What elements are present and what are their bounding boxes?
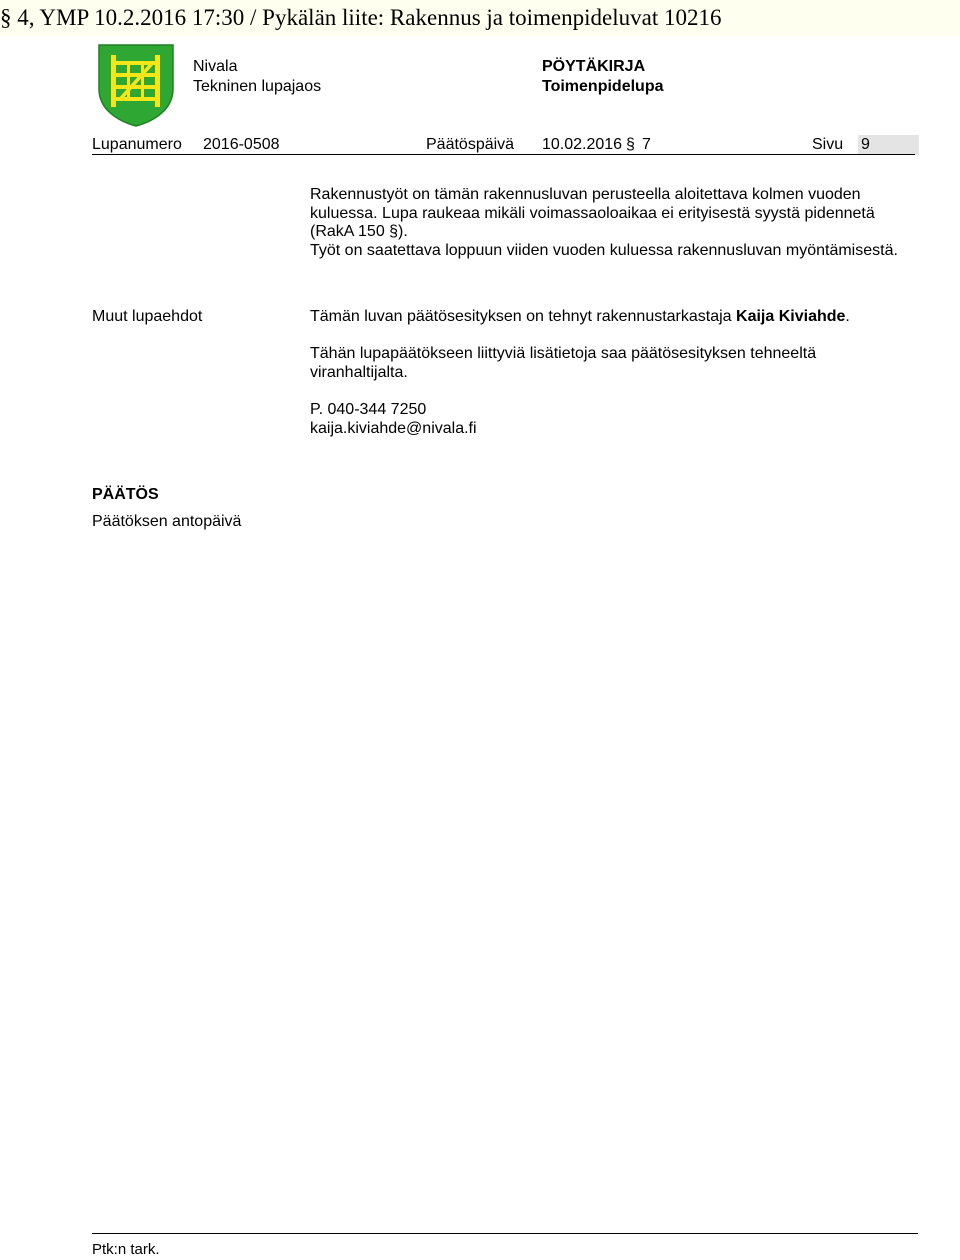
section-number: 7 — [642, 136, 651, 153]
paragraph-line: Työt on saatettava loppuun viiden vuoden kuluessa rakennusluvan myöntämisestä. — [310, 241, 898, 259]
section-sign: § — [626, 136, 635, 153]
decision-date-label: Päätöksen antopäivä — [92, 513, 242, 530]
paragraph-line: kuluessa. Lupa raukeaa mikäli voimassaoloaikaa ei erityisestä syystä pidennetä — [310, 204, 875, 222]
document-title-bar — [0, 0, 960, 36]
document-title: § 4, YMP 10.2.2016 17:30 / Pykälän liite: Rakennus ja toimenpideluvat 10216 — [0, 5, 722, 30]
decision-heading: PÄÄTÖS — [92, 486, 159, 503]
document-subtype: Toimenpidelupa — [542, 78, 664, 95]
paragraph-line: Rakennustyöt on tämän rakennusluvan perusteella aloitettava kolmen vuoden — [310, 186, 861, 203]
decision-date-value: 10.02.2016 — [542, 136, 623, 153]
minutes-checker-label: Ptk:n tark. — [92, 1241, 160, 1258]
email-address[interactable]: kaija.kiviahde@nivala.fi — [310, 419, 477, 437]
page-label: Sivu — [812, 136, 844, 153]
validity-paragraph — [310, 186, 898, 260]
header-divider — [92, 154, 915, 155]
prepared-by-text: Tämän luvan päätösesityksen on tehnyt rakennustarkastaja — [310, 308, 732, 325]
page-number: 9 — [861, 136, 870, 153]
footer-divider — [92, 1233, 918, 1234]
prepared-by-suffix: . — [845, 308, 850, 325]
permit-number-label: Lupanumero — [92, 136, 182, 153]
document-type: PÖYTÄKIRJA — [542, 58, 646, 75]
prepared-by-paragraph — [310, 308, 850, 327]
department-name: Tekninen lupajaos — [193, 78, 322, 95]
paragraph-line: viranhaltijalta. — [310, 363, 408, 381]
nivala-coat-of-arms-icon — [97, 43, 175, 127]
paragraph-line: Tähän lupapäätökseen liittyviä lisätietoja saa päätösesityksen tehneeltä — [310, 345, 817, 362]
decision-date-label: Päätöspäivä — [426, 136, 515, 153]
permit-number-value: 2016-0508 — [203, 136, 280, 153]
other-terms-label: Muut lupaehdot — [92, 308, 203, 325]
contact-paragraph — [310, 401, 477, 438]
phone-number: P. 040-344 7250 — [310, 401, 427, 418]
paragraph-line: (RakA 150 §). — [310, 223, 408, 240]
inspector-name: Kaija Kiviahde — [736, 308, 846, 325]
info-paragraph — [310, 345, 816, 382]
municipality-name: Nivala — [193, 58, 238, 75]
